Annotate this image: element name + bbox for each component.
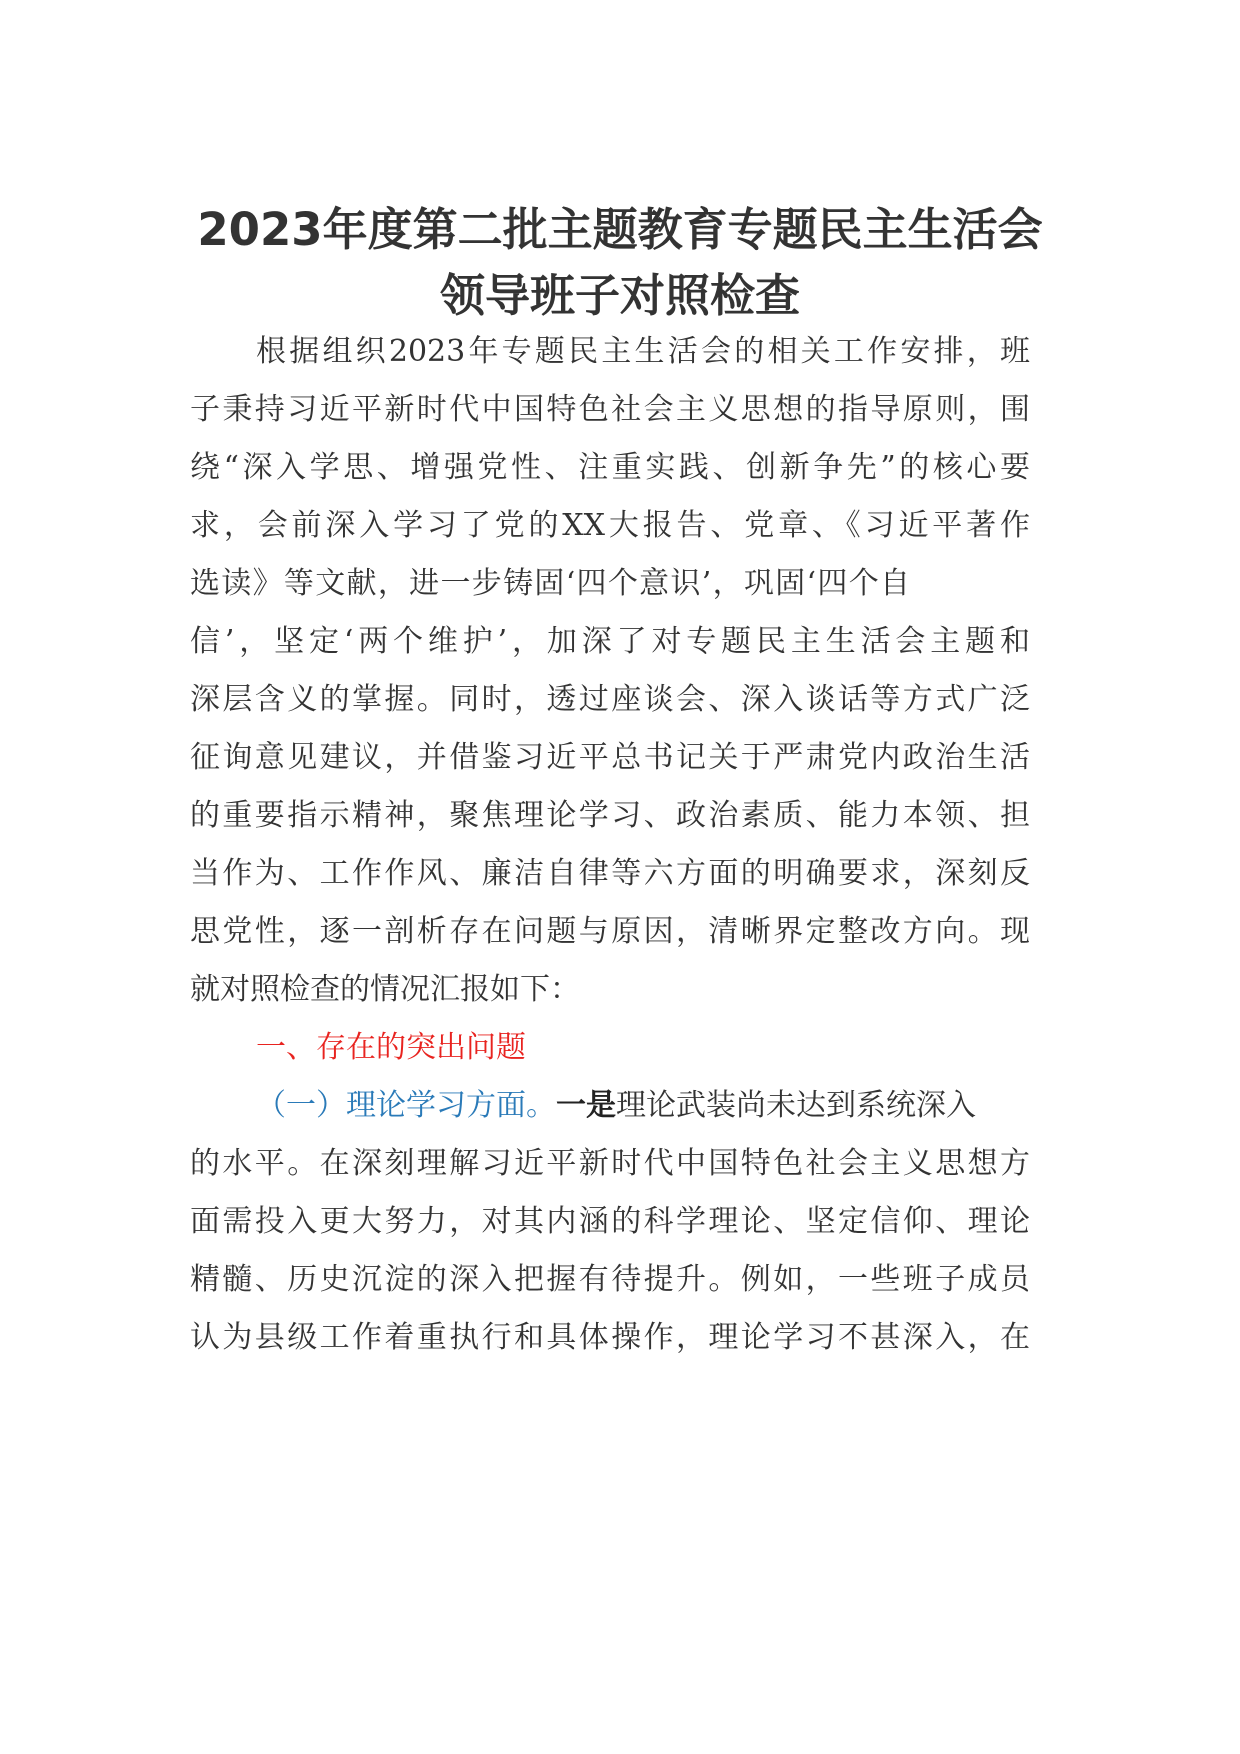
intro-line: 当作为、工作作风、廉洁自律等六方面的明确要求，深刻反 xyxy=(190,856,1030,891)
document-body xyxy=(190,320,1030,1420)
subsection-lead: 一是 xyxy=(556,1088,616,1123)
intro-line: 的重要指示精神，聚焦理论学习、政治素质、能力本领、担 xyxy=(190,798,1030,833)
section-heading: 一、存在的突出问题 xyxy=(256,1030,526,1065)
intro-line: 求，会前深入学习了党的XX大报告、党章、《习近平著作 xyxy=(190,508,1030,543)
intro-line: 选读》等文献，进一步铸固‘四个意识’，巩固‘四个自 xyxy=(190,566,910,601)
intro-line: 根据组织2023年专题民主生活会的相关工作安排，班 xyxy=(256,334,1030,369)
subsection-line: 精髓、历史沉淀的深入把握有待提升。例如，一些班子成员 xyxy=(190,1262,1030,1297)
intro-line: 信’，坚定‘两个维护’，加深了对专题民主生活会主题和 xyxy=(190,624,1030,659)
subsection-label: （一）理论学习方面。 xyxy=(256,1088,556,1123)
subsection-line: 认为县级工作着重执行和具体操作，理论学习不甚深入，在 xyxy=(190,1320,1030,1355)
intro-line: 征询意见建议，并借鉴习近平总书记关于严肃党内政治生活 xyxy=(190,740,1030,775)
subsection-first-line-text: 理论武装尚未达到系统深入 xyxy=(616,1088,976,1123)
document-title-line-1: 2023年度第二批主题教育专题民主生活会 xyxy=(197,203,1043,256)
intro-line: 子秉持习近平新时代中国特色社会主义思想的指导原则，围 xyxy=(190,392,1030,427)
intro-line: 深层含义的掌握。同时，透过座谈会、深入谈话等方式广泛 xyxy=(190,682,1030,717)
subsection-line: 的水平。在深刻理解习近平新时代中国特色社会主义思想方 xyxy=(190,1146,1030,1181)
intro-line: 就对照检查的情况汇报如下： xyxy=(190,972,580,1007)
subsection-line: 面需投入更大努力，对其内涵的科学理论、坚定信仰、理论 xyxy=(190,1204,1030,1239)
intro-line: 思党性，逐一剖析存在问题与原因，清晰界定整改方向。现 xyxy=(190,914,1030,949)
intro-line: 绕“深入学思、增强党性、注重实践、创新争先”的核心要 xyxy=(190,450,1030,485)
document-title-line-2: 领导班子对照检查 xyxy=(439,269,800,322)
subsection-first-line xyxy=(256,1074,1030,1138)
